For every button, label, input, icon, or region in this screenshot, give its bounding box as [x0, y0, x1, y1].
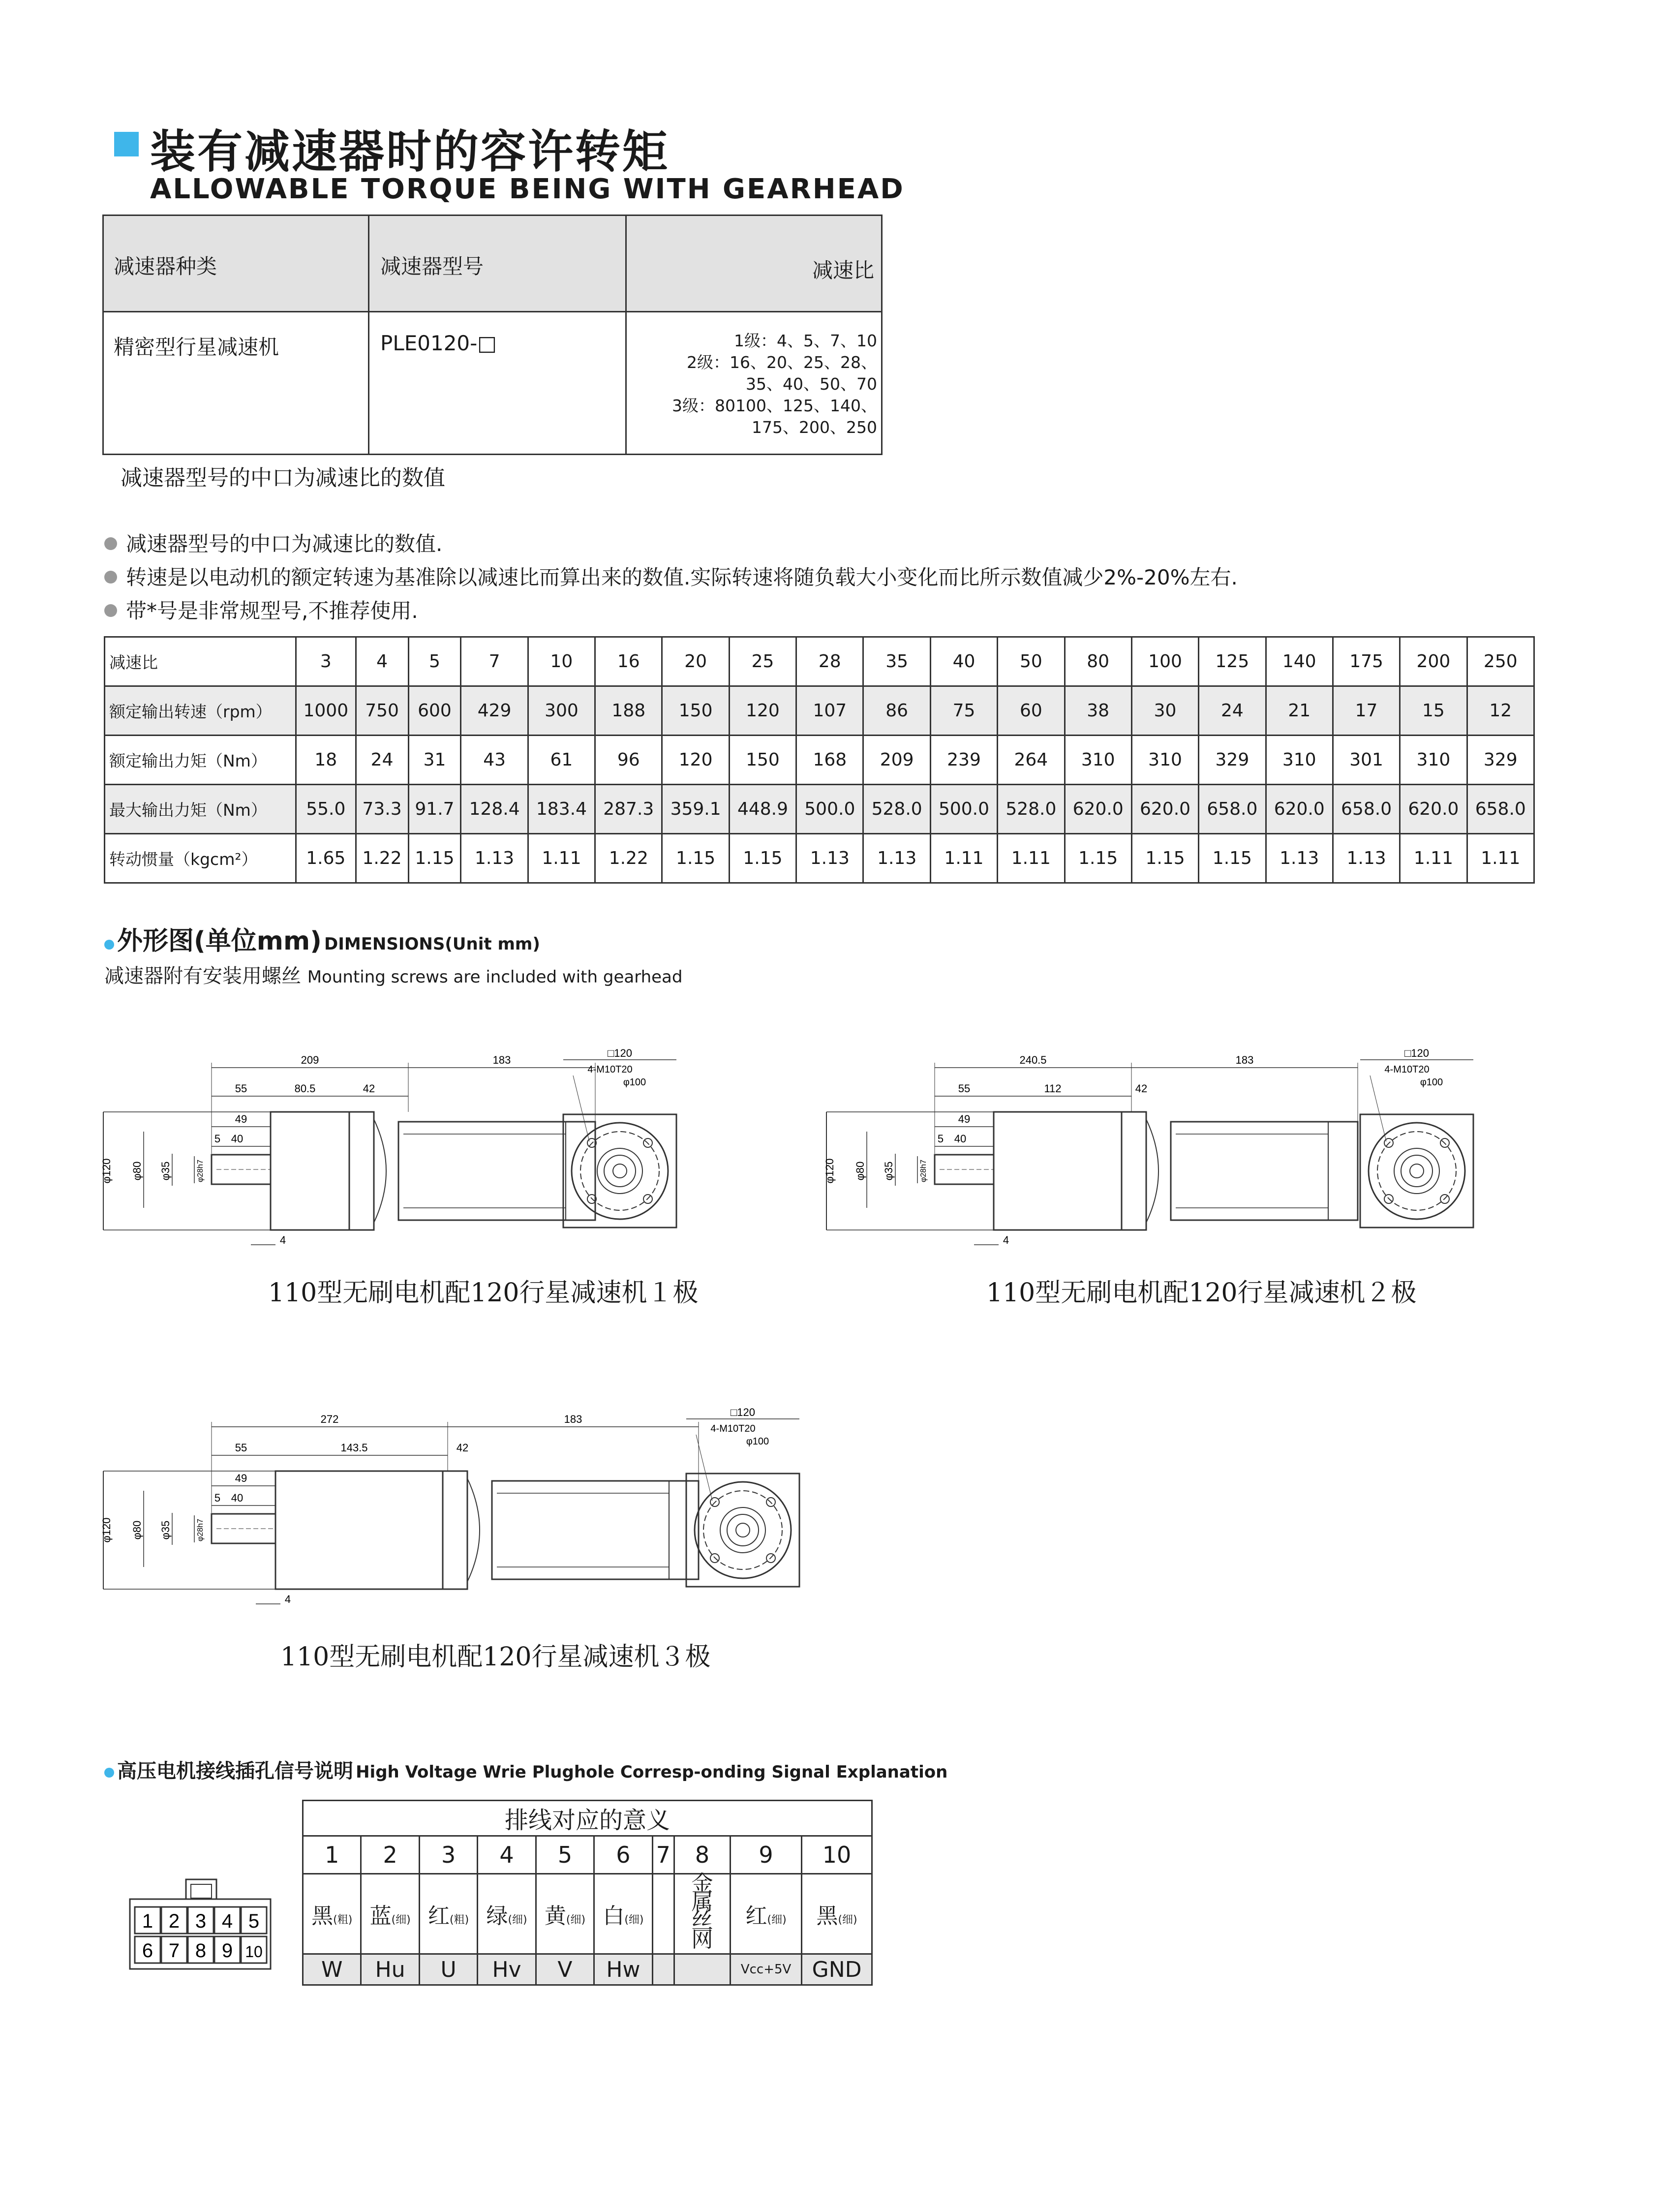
dim-step: 4: [1003, 1234, 1009, 1246]
torque-cell: 658.0: [1199, 785, 1266, 834]
torque-cell: 86: [863, 686, 930, 736]
wiring-title: [104, 1755, 947, 1783]
torque-cell: 1.11: [1400, 834, 1467, 883]
dim-square: □120: [1404, 1047, 1429, 1059]
signal-name: Hv: [478, 1954, 536, 1985]
wire-color: [303, 1874, 361, 1954]
torque-cell: 528.0: [998, 785, 1065, 834]
torque-cell: 168: [796, 736, 863, 785]
side-view-pcd-circle: [1377, 1132, 1456, 1210]
torque-cell: 40: [930, 637, 997, 686]
signal-name: Vcc+5V: [731, 1954, 802, 1985]
wire-color: [536, 1874, 594, 1954]
dim-dia3: φ35: [159, 1520, 172, 1540]
torque-cell: 250: [1467, 637, 1534, 686]
dimensions-title-cn: 外形图(单位mm): [117, 926, 322, 956]
connector-diagram: [129, 1878, 276, 1972]
torque-cell: 35: [863, 637, 930, 686]
gearhead-table-header: [103, 215, 882, 312]
ratio-line: 3级：80100、125、140、: [672, 396, 877, 415]
torque-cell: 188: [595, 686, 662, 736]
torque-cell: 1.15: [1131, 834, 1198, 883]
signal-name: [652, 1954, 674, 1985]
torque-cell: 1.22: [595, 834, 662, 883]
wire-color-row: [303, 1874, 872, 1954]
torque-cell: 1.15: [662, 834, 729, 883]
torque-row-label: 转动惯量（kgcm²）: [105, 834, 296, 883]
torque-cell: 5: [408, 637, 461, 686]
torque-cell: 310: [1266, 736, 1333, 785]
side-view-shaft-circle: [604, 1155, 636, 1187]
notes-list: [104, 527, 1238, 628]
wire-color: [419, 1874, 477, 1954]
dim-holes: 4-M10T20: [587, 1064, 633, 1075]
gearbox-flange: [1122, 1112, 1146, 1230]
connector-pin-label: 2: [168, 1910, 180, 1932]
torque-cell: 18: [296, 736, 356, 785]
torque-cell: 1.11: [1467, 834, 1534, 883]
torque-cell: 1.11: [930, 834, 997, 883]
torque-cell: 1.13: [796, 834, 863, 883]
torque-cell: 60: [998, 686, 1065, 736]
torque-cell: 107: [796, 686, 863, 736]
torque-cell: 1.11: [528, 834, 595, 883]
pin-number: 8: [674, 1836, 730, 1874]
dim-step: 4: [284, 1593, 291, 1605]
note-text: 减速器型号的中口为减速比的数值.: [126, 532, 443, 556]
torque-cell: 1.13: [461, 834, 528, 883]
torque-cell: 500.0: [796, 785, 863, 834]
wire-color-sub: (细): [391, 1914, 411, 1926]
signal-name: [674, 1954, 730, 1985]
dim-flange: 42: [1135, 1082, 1148, 1095]
connector-pin-label: 6: [142, 1940, 153, 1962]
gearbox-flange: [443, 1471, 467, 1589]
torque-cell: 1.13: [863, 834, 930, 883]
flange-curve: [374, 1119, 386, 1223]
torque-cell: 329: [1467, 736, 1534, 785]
dim-key2: 5: [214, 1133, 221, 1145]
signal-table: [302, 1800, 873, 1986]
dim-holes: 4-M10T20: [710, 1423, 756, 1434]
note-item: [104, 561, 1238, 594]
wiring-title-en: High Voltage Wrie Plughole Corresp-onding Signal Explanation: [356, 1762, 948, 1782]
torque-cell: 620.0: [1131, 785, 1198, 834]
dim-key: 40: [954, 1133, 967, 1145]
side-view-shaft-circle: [1401, 1155, 1432, 1187]
side-view-bore: [613, 1164, 627, 1178]
torque-cell: 600: [408, 686, 461, 736]
gearhead-table: [102, 215, 883, 455]
torque-cell: 620.0: [1065, 785, 1131, 834]
header-ratio: 减速比: [626, 215, 882, 312]
connector-pin-label: 1: [142, 1910, 153, 1932]
side-view-pcd-circle: [703, 1491, 782, 1569]
dim-body: 143.5: [340, 1442, 368, 1454]
dim-key2: 5: [937, 1133, 944, 1145]
flange-curve: [467, 1478, 480, 1582]
wiring-title-cn: 高压电机接线插孔信号说明: [117, 1760, 353, 1782]
wire-color-main: 金属丝网: [691, 1871, 713, 1952]
torque-cell: 287.3: [595, 785, 662, 834]
dim-key2: 5: [214, 1492, 221, 1504]
dimension-drawing-3: [100, 1397, 881, 1619]
wire-color: [478, 1874, 536, 1954]
dimension-drawing-2: [823, 1038, 1554, 1260]
drawing-caption-3: 110型无刷电机配120行星减速机３极: [280, 1642, 711, 1672]
pin-number: 2: [361, 1836, 419, 1874]
torque-cell: 4: [356, 637, 408, 686]
torque-cell: 1.11: [998, 834, 1065, 883]
torque-cell: 24: [356, 736, 408, 785]
torque-cell: 310: [1400, 736, 1467, 785]
torque-row: [105, 834, 1534, 883]
dim-dia1: φ120: [823, 1158, 836, 1184]
side-view-shaft-circle: [727, 1514, 759, 1546]
dim-dia3: φ35: [883, 1161, 895, 1181]
signal-name: GND: [802, 1954, 872, 1985]
pin-number: 4: [478, 1836, 536, 1874]
dim-total: 272: [320, 1413, 339, 1425]
torque-row: [105, 785, 1534, 834]
dim-shaft: 49: [235, 1113, 247, 1125]
torque-cell: 75: [930, 686, 997, 736]
torque-cell: 30: [1131, 686, 1198, 736]
gear-model: PLE0120-□: [369, 312, 626, 455]
torque-cell: 448.9: [729, 785, 796, 834]
torque-cell: 183.4: [528, 785, 595, 834]
gearbox-body: [994, 1112, 1122, 1230]
wire-color-main: 黑: [816, 1904, 838, 1929]
torque-cell: 264: [998, 736, 1065, 785]
motor-body: [492, 1481, 699, 1579]
dim-pcd: φ100: [1420, 1077, 1443, 1088]
signal-name: V: [536, 1954, 594, 1985]
torque-cell: 128.4: [461, 785, 528, 834]
torque-row-label: 额定输出转速（rpm）: [105, 686, 296, 736]
wire-color: [674, 1871, 730, 1954]
torque-cell: 91.7: [408, 785, 461, 834]
torque-cell: 310: [1065, 736, 1131, 785]
side-view-outer-circle: [1369, 1123, 1465, 1219]
torque-cell: 61: [528, 736, 595, 785]
dim-dia1: φ120: [100, 1158, 113, 1184]
dim-square: □120: [731, 1406, 755, 1418]
torque-cell: 310: [1131, 736, 1198, 785]
torque-cell: 96: [595, 736, 662, 785]
dim-shaft: 49: [958, 1113, 971, 1125]
pin-number: 7: [652, 1836, 674, 1874]
torque-cell: 1.22: [356, 834, 408, 883]
side-view-bore: [736, 1523, 750, 1537]
torque-cell: 300: [528, 686, 595, 736]
torque-cell: 658.0: [1333, 785, 1400, 834]
torque-cell: 1.15: [408, 834, 461, 883]
torque-cell: 140: [1266, 637, 1333, 686]
wire-color-main: 黑: [311, 1904, 334, 1929]
dim-holes: 4-M10T20: [1384, 1064, 1430, 1075]
wire-color: [802, 1874, 872, 1954]
wire-color-sub: (细): [624, 1914, 644, 1926]
torque-cell: 239: [930, 736, 997, 785]
side-view-outer-circle: [572, 1123, 668, 1219]
torque-cell: 1.65: [296, 834, 356, 883]
torque-cell: 28: [796, 637, 863, 686]
dim-key: 40: [231, 1492, 244, 1504]
signal-row: [303, 1954, 872, 1985]
connector-pin-label: 4: [221, 1910, 233, 1932]
side-view-square: [1360, 1114, 1473, 1228]
torque-cell: 175: [1333, 637, 1400, 686]
side-view-outer-circle: [695, 1482, 791, 1578]
wire-color-sub: (粗): [333, 1914, 353, 1926]
dim-pcd: φ100: [746, 1436, 769, 1447]
wire-color-main: 白: [603, 1904, 625, 1929]
torque-cell: 10: [528, 637, 595, 686]
dim-dia3: φ35: [159, 1161, 172, 1181]
torque-row: [105, 637, 1534, 686]
dim-square: □120: [608, 1047, 632, 1059]
connector-pin-label: 10: [245, 1943, 263, 1961]
side-view-pcd-circle: [580, 1132, 659, 1210]
wire-color-main: 绿: [486, 1904, 508, 1929]
dim-motor: 183: [1235, 1054, 1254, 1066]
leader-line: [1370, 1075, 1386, 1141]
torque-cell: 80: [1065, 637, 1131, 686]
torque-cell: 73.3: [356, 785, 408, 834]
torque-row-label: 额定输出力矩（Nm）: [105, 736, 296, 785]
torque-cell: 209: [863, 736, 930, 785]
gear-type: 精密型行星减速机: [103, 312, 369, 455]
leader-line: [573, 1075, 589, 1141]
dimensions-title: [104, 920, 540, 957]
torque-cell: 24: [1199, 686, 1266, 736]
dim-body: 112: [1044, 1082, 1062, 1095]
drawing-caption-2: 110型无刷电机配120行星减速机２极: [986, 1278, 1417, 1308]
torque-cell: 43: [461, 736, 528, 785]
torque-cell: 15: [1400, 686, 1467, 736]
dim-total: 240.5: [1019, 1054, 1047, 1066]
dimensions-subtitle: [104, 960, 682, 988]
note-item: [104, 594, 1238, 628]
flange-curve: [1146, 1119, 1158, 1223]
ratio-line: 35、40、50、70: [746, 374, 877, 394]
dim-motor: 183: [492, 1054, 511, 1066]
torque-cell: 20: [662, 637, 729, 686]
connector-pin-label: 9: [221, 1940, 233, 1962]
signal-name: Hw: [594, 1954, 652, 1985]
dimensions-sub-cn: 减速器附有安装用螺丝: [104, 965, 301, 987]
torque-cell: 16: [595, 637, 662, 686]
torque-cell: 1.15: [1065, 834, 1131, 883]
torque-row: [105, 686, 1534, 736]
torque-cell: 21: [1266, 686, 1333, 736]
wire-color-sub: (粗): [450, 1914, 469, 1926]
torque-cell: 38: [1065, 686, 1131, 736]
bullet-icon: [104, 571, 117, 584]
title-accent-square: [114, 132, 139, 156]
dim-key: 40: [231, 1133, 244, 1145]
signal-table-title: 排线对应的意义: [303, 1801, 872, 1836]
wire-color-main: 黄: [544, 1904, 566, 1929]
torque-cell: 17: [1333, 686, 1400, 736]
dimensions-sub-en: Mounting screws are included with gearhead: [307, 967, 683, 987]
gearhead-table-row: [103, 312, 882, 455]
wire-color: [652, 1874, 674, 1954]
note-item: [104, 527, 1238, 561]
connector-latch-inner: [191, 1884, 212, 1898]
torque-table: [104, 636, 1535, 884]
signal-name: U: [419, 1954, 477, 1985]
motor-body: [1171, 1122, 1358, 1220]
ratio-line: 2级：16、20、25、28、: [687, 353, 877, 372]
dim-front: 55: [235, 1082, 247, 1095]
torque-cell: 528.0: [863, 785, 930, 834]
dim-front: 55: [958, 1082, 971, 1095]
torque-cell: 12: [1467, 686, 1534, 736]
torque-cell: 3: [296, 637, 356, 686]
ratio-line: 1级：4、5、7、10: [734, 331, 877, 350]
gearbox-body: [275, 1471, 443, 1589]
bullet-icon: [104, 940, 114, 950]
pin-number-row: [303, 1836, 872, 1874]
torque-cell: 25: [729, 637, 796, 686]
gear-table-note: 减速器型号的中口为减速比的数值: [121, 465, 445, 491]
torque-cell: 50: [998, 637, 1065, 686]
dimensions-title-en: DIMENSIONS(Unit mm): [324, 934, 540, 954]
dim-dia1: φ120: [100, 1517, 113, 1543]
torque-cell: 120: [729, 686, 796, 736]
pin-number: 1: [303, 1836, 361, 1874]
torque-cell: 7: [461, 637, 528, 686]
bullet-icon: [104, 537, 117, 550]
pin-number: 5: [536, 1836, 594, 1874]
signal-name: W: [303, 1954, 361, 1985]
torque-row-label: 减速比: [105, 637, 296, 686]
torque-cell: 301: [1333, 736, 1400, 785]
torque-cell: 329: [1199, 736, 1266, 785]
signal-name: Hu: [361, 1954, 419, 1985]
note-text: 带*号是非常规型号,不推荐使用.: [126, 599, 418, 623]
torque-row: [105, 736, 1534, 785]
note-text: 转速是以电动机的额定转速为基准除以减速比而算出来的数值.实际转速将随负载大小变化而比所示数值减少2%-20%左右.: [126, 565, 1238, 589]
torque-row-label: 最大输出力矩（Nm）: [105, 785, 296, 834]
wire-color-sub: (细): [767, 1914, 787, 1926]
header-model: 减速器型号: [369, 215, 626, 312]
torque-cell: 429: [461, 686, 528, 736]
torque-cell: 750: [356, 686, 408, 736]
dim-dia4: φ28h7: [196, 1519, 205, 1541]
pin-number: 6: [594, 1836, 652, 1874]
gear-ratios: [626, 312, 882, 455]
bullet-icon: [104, 604, 117, 617]
wire-color: [594, 1874, 652, 1954]
torque-cell: 359.1: [662, 785, 729, 834]
dim-body: 80.5: [294, 1082, 316, 1095]
dim-step: 4: [279, 1234, 286, 1246]
wire-color-main: 蓝: [369, 1904, 392, 1929]
connector-pin-label: 7: [168, 1940, 180, 1962]
gearbox-flange: [349, 1112, 374, 1230]
ratio-line: 175、200、250: [752, 418, 877, 437]
dimension-drawing-1: [100, 1038, 782, 1260]
bullet-icon: [104, 1768, 114, 1778]
torque-cell: 120: [662, 736, 729, 785]
dim-flange: 42: [456, 1442, 469, 1454]
torque-cell: 150: [662, 686, 729, 736]
pin-number: 3: [419, 1836, 477, 1874]
header-type: 减速器种类: [103, 215, 369, 312]
torque-cell: 1.13: [1266, 834, 1333, 883]
torque-cell: 31: [408, 736, 461, 785]
dim-dia4: φ28h7: [919, 1160, 928, 1182]
wire-color-main: 红: [745, 1904, 767, 1929]
torque-cell: 150: [729, 736, 796, 785]
pin-number: 9: [731, 1836, 802, 1874]
dim-dia2: φ80: [131, 1520, 143, 1540]
torque-cell: 100: [1131, 637, 1198, 686]
torque-cell: 200: [1400, 637, 1467, 686]
torque-cell: 620.0: [1400, 785, 1467, 834]
connector-pin-label: 8: [195, 1940, 207, 1962]
dim-pcd: φ100: [623, 1077, 646, 1088]
torque-cell: 55.0: [296, 785, 356, 834]
torque-cell: 1.15: [1199, 834, 1266, 883]
side-view-bore: [1410, 1164, 1424, 1178]
dim-flange: 42: [363, 1082, 375, 1095]
torque-cell: 620.0: [1266, 785, 1333, 834]
wire-color-sub: (细): [566, 1914, 586, 1926]
wire-color: [361, 1874, 419, 1954]
dim-dia2: φ80: [131, 1161, 143, 1181]
dim-shaft: 49: [235, 1472, 247, 1484]
torque-cell: 658.0: [1467, 785, 1534, 834]
drawing-caption-1: 110型无刷电机配120行星减速机１极: [268, 1278, 699, 1308]
wire-color-sub: (细): [838, 1914, 857, 1926]
torque-cell: 1.13: [1333, 834, 1400, 883]
torque-cell: 1000: [296, 686, 356, 736]
page-title: 装有减速器时的容许转矩: [150, 125, 670, 178]
torque-cell: 1.15: [729, 834, 796, 883]
gearbox-body: [271, 1112, 349, 1230]
dim-dia4: φ28h7: [196, 1160, 205, 1182]
connector-pin-label: 5: [248, 1910, 260, 1932]
dim-total: 209: [301, 1054, 319, 1066]
page-title-en: ALLOWABLE TORQUE BEING WITH GEARHEAD: [150, 173, 905, 205]
dim-motor: 183: [564, 1413, 582, 1425]
dim-front: 55: [235, 1442, 247, 1454]
connector-pin-label: 3: [195, 1910, 207, 1932]
wire-color-main: 红: [428, 1904, 450, 1929]
torque-cell: 500.0: [930, 785, 997, 834]
wire-color-sub: (细): [508, 1914, 527, 1926]
wire-color: [731, 1874, 802, 1954]
torque-cell: 125: [1199, 637, 1266, 686]
dim-dia2: φ80: [854, 1161, 866, 1181]
pin-number: 10: [802, 1836, 872, 1874]
